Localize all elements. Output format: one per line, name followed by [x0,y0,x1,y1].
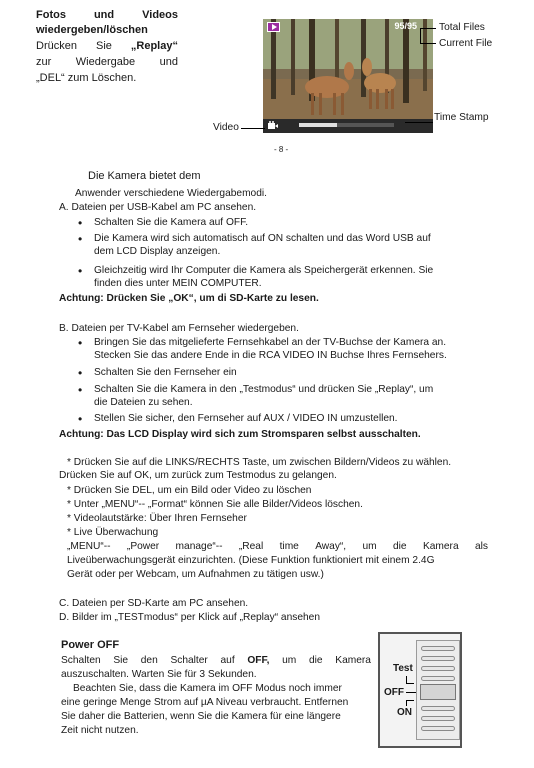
tip-line: Drücken Sie auf OK, um zurück zum Testmodus zu gelangen. [59,470,337,481]
section-a-item-cont: finden dies unter MEIN COMPUTER. [94,278,262,289]
menu-word: „Power [126,541,160,552]
body-word: Sie [95,40,112,52]
body-word: Wiedergabe [75,56,136,68]
switch-label-test: Test [393,663,413,674]
video-camera-icon [268,121,278,129]
power-word: auf [220,655,235,666]
tip-line: * Unter „MENU“-- „Format“ können Sie alle Bilder/Videos löschen. [67,499,363,510]
section-body-line2 [36,55,178,69]
power-word: Schalten [61,655,101,666]
label-current-file: Current File [439,38,493,49]
section-a-item: Gleichzeitig wird Ihr Computer die Kamera als Speichergerät erkennen. Sie [94,265,434,276]
power-word: den [140,655,158,666]
title-word: Fotos [36,9,66,21]
callout-line-total [420,28,436,29]
section-b-heading: B. Dateien per TV-Kabel am Fernseher wiedergeben. [59,323,299,334]
power-off-line5: Sie daher die Batterien, wenn Sie die Kamera für eine längere [61,711,341,722]
power-off-line1 [61,654,371,667]
menu-word: time [279,541,299,552]
title-word: und [93,9,115,21]
callout-line-time [405,122,433,123]
section-b-item: Schalten Sie die Kamera in den „Testmodus“ und drücken Sie „Replay“, um [94,384,434,395]
bullet-dot: • [78,366,83,380]
section-b-item: Bringen Sie das mitgelieferte Fernsehkabel an der TV-Buchse der Kamera an. [94,337,447,348]
callout-vert-current [420,28,421,43]
power-off-line6: Zeit nicht nutzen. [61,725,139,736]
power-word: Sie [113,655,129,666]
menu-word: als [474,541,488,552]
menu-live-line3: Gerät oder per Webcam, um Aufnahmen zu tätigen usw.) [67,569,324,580]
bullet-dot: • [78,264,83,278]
section-title-line2: wiedergeben/löschen [36,24,148,36]
power-off-title: Power OFF [61,639,120,651]
power-word: um [282,655,297,666]
callout-line-current [420,43,436,44]
power-switch-illustration [378,632,462,748]
slider-grip [421,706,455,711]
bullet-dot: • [78,216,83,230]
bullet-dot: • [78,232,83,246]
slider-knob [420,684,456,700]
intro-line2: Anwender verschiedene Wiedergabemodi. [75,188,267,199]
section-title-line1 [36,8,178,22]
page-number: - 8 - [274,145,289,154]
power-word: die [308,655,323,666]
menu-live-line1 [67,540,488,553]
body-word: Drücken [36,40,77,52]
body-word: „Replay“ [130,40,178,52]
tip-line: * Videolautstärke: Über Ihren Fernseher [67,513,247,524]
section-a-item-cont: dem LCD Display anzeigen. [94,246,221,257]
file-counter: 95/95 [394,21,417,31]
playback-photo [263,19,433,133]
bullet-dot: • [78,412,83,426]
section-b-item: Stellen Sie sicher, den Fernseher auf AUX / VIDEO IN umzustellen. [94,413,398,424]
section-b-note: Achtung: Das LCD Display wird sich zum Stromsparen selbst ausschalten. [59,429,421,440]
callout-line-video [241,128,265,129]
tip-line: * Drücken Sie DEL, um ein Bild oder Video zu löschen [67,485,312,496]
slider-grip [421,646,455,651]
power-word: Kamera [335,655,371,666]
menu-live-line2: Liveüberwachungsgerät einzurichten. (Diese Funktion funktioniert mit einem 2.4G [67,555,435,566]
menu-word: die [392,541,407,552]
power-off-line4: eine geringe Menge Strom auf µA Niveau verbraucht. Entfernen [61,697,349,708]
slider-grip [421,676,455,681]
intro-line1: Die Kamera bietet dem [88,170,201,182]
section-d-heading: D. Bilder im „TESTmodus“ per Klick auf „Replay“ ansehen [59,612,321,623]
slider-grip [421,656,455,661]
test-pointer-tick [406,683,414,684]
section-b-item-cont: Stecken Sie das andere Ende in die RCA VIDEO IN Buchse Ihres Fernsehers. [94,350,447,361]
on-pointer-line [406,700,414,701]
label-total-files: Total Files [439,22,485,33]
menu-word: „MENU“-- [67,541,111,552]
slider-grip [421,726,455,731]
title-word: Videos [142,9,178,21]
tip-line: * Live Überwachung [67,527,159,538]
switch-label-off: OFF [384,687,404,698]
section-a-item: Schalten Sie die Kamera auf OFF. [94,217,249,228]
section-b-item: Schalten Sie den Fernseher ein [94,367,237,378]
play-mode-icon [267,22,280,32]
off-pointer-line [406,692,416,693]
menu-word: manage“-- [175,541,223,552]
menu-word: um [362,541,377,552]
section-a-heading: A. Dateien per USB-Kabel am PC ansehen. [59,202,257,213]
power-word: Schalter [170,655,208,666]
power-word: OFF, [247,655,270,666]
section-a-note: Achtung: Drücken Sie „OK“, um di SD-Karte zu lesen. [59,293,319,304]
deer-photo-illustration [263,19,433,133]
body-word: zur [36,56,52,68]
bullet-dot: • [78,383,83,397]
slider-grip [421,666,455,671]
power-off-line2: auszuschalten. Warten Sie für 3 Sekunden. [61,669,257,680]
menu-word: Away“, [315,541,347,552]
switch-label-on: ON [397,707,412,718]
label-time-stamp: Time Stamp [434,112,489,123]
tip-line: * Drücken Sie auf die LINKS/RECHTS Taste, um zwischen Bildern/Videos zu wählen. [67,457,452,468]
bullet-dot: • [78,336,83,350]
section-c-heading: C. Dateien per SD-Karte am PC ansehen. [59,598,249,609]
section-body-line1 [36,39,178,53]
section-b-item-cont: die Dateien zu sehen. [94,397,193,408]
slider-grip [421,716,455,721]
label-video: Video [213,122,239,133]
menu-word: Kamera [422,541,459,552]
menu-word: „Real [238,541,264,552]
power-off-line3: Beachten Sie, dass die Kamera im OFF Modus noch immer [73,683,342,694]
body-word: und [159,56,178,68]
section-body-line3: „DEL“ zum Löschen. [36,72,137,84]
section-a-item: Die Kamera wird sich automatisch auf ON schalten und das Word USB auf [94,233,431,244]
